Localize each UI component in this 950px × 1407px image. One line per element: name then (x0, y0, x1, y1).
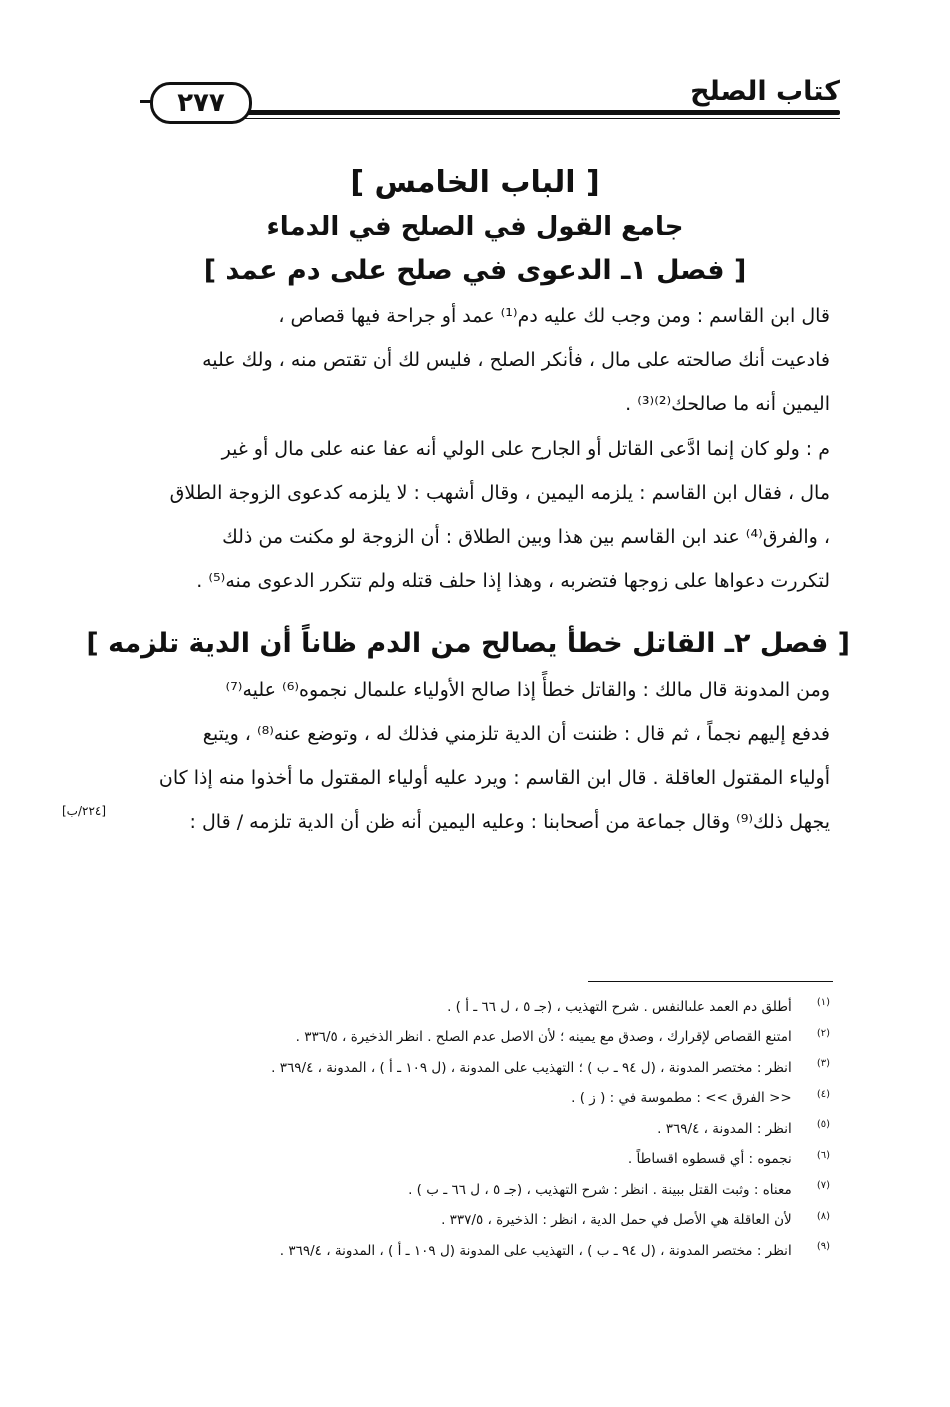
chapter-title: [ الباب الخامس ] (350, 165, 600, 200)
section-heading-2: [ فصل ٢ـ القاتل خطأ يصالح من الدم ظاناً أن الدية تلزمه ] (86, 628, 850, 659)
footnote (110, 1080, 830, 1111)
footnote (110, 1232, 830, 1263)
footnote-text: نجموه : أي قسطوه اقساطاً . (627, 1151, 792, 1167)
footnote (110, 1171, 830, 1202)
footnote-text: انظر : مختصر المدونة ، (ل ٩٤ ـ ب ) ؛ التهذيب على المدونة ، (ل ١٠٩ ـ أ ) ، المدونة ، ٣٦٩/٤ . (271, 1059, 792, 1076)
footnote-text: أطلق دم العمد علىالنفس . شرح التهذيب ، (جـ ٥ ، ل ٦٦ ـ أ ) . (447, 998, 792, 1015)
footnote-text: لأن العاقلة هي الأصل في حمل الدية ، انظر : الذخيرة ، ٣٣٧/٥ . (441, 1212, 792, 1228)
footnote (110, 1049, 830, 1080)
page-number-badge (150, 82, 252, 124)
footnote-text: انظر : المدونة ، ٣٦٩/٤ . (657, 1120, 792, 1137)
page-number: ٢٧٧ (177, 88, 225, 118)
footnote-number: (٣) (816, 1058, 830, 1069)
text-line: اليمين أنه ما صالحك⁽²⁾⁽³⁾ . (625, 393, 830, 415)
section-heading-1: [ فصل ١ـ الدعوى في صلح على دم عمد ] (203, 255, 747, 286)
manuscript-folio-reference: [٢٢٤/ب] (62, 804, 107, 818)
text-line: أولياء المقتول العاقلة . قال ابن القاسم : ويرد عليه أولياء المقتول ما أخذوا منه إذا كان (158, 767, 830, 789)
footnote-text: معناه : وثبت القتل ببينة . انظر : شرح التهذيب ، (جـ ٥ ، ل ٦٦ ـ ب ) . (408, 1181, 792, 1198)
footnote (110, 1019, 830, 1050)
footnote (110, 988, 830, 1019)
text-line: مال ، فقال ابن القاسم : يلزمه اليمين ، وقال أشهب : لا يلزمه كدعوى الزوجة الطلاق (169, 482, 830, 504)
footnote (110, 1202, 830, 1233)
header-rule (240, 110, 840, 115)
footnote-text: انظر : مختصر المدونة ، (ل ٩٤ ـ ب ) ، التهذيب على المدونة (ل ١٠٩ ـ أ ) ، المدونة ، ٣٦٩/٤ . (279, 1242, 792, 1259)
footnote-number: (٧) (816, 1180, 830, 1191)
running-title: كتاب الصلح (690, 76, 840, 107)
text-line: يجهل ذلك⁽⁹⁾ وقال جماعة من أصحابنا : وعليه اليمين أنه ظن أن الدية تلزمه / قال : (189, 811, 830, 833)
footnotes (110, 988, 830, 1263)
footnote-text: امتنع القصاص لإقرارك ، وصدق مع يمينه ؛ لأن الاصل عدم الصلح . انظر الذخيرة ، ٣٣٦/٥ . (295, 1029, 792, 1045)
footnote-number: (٤) (816, 1088, 830, 1100)
paragraph (118, 427, 830, 603)
text-line: قال ابن القاسم : ومن وجب لك عليه دم⁽¹⁾ عمد أو جراحة فيها قصاص ، (278, 305, 830, 327)
footnote-number: (٥) (816, 1119, 830, 1130)
header-rule-thin (240, 118, 840, 119)
running-header (140, 70, 840, 120)
footnote (110, 1141, 830, 1172)
paragraph (118, 294, 830, 426)
footnote-number: (٩) (816, 1241, 830, 1252)
text-line: م : ولو كان إنما ادَّعى القاتل أو الجارح على الولي أنه عفا عنه على مال أو غير (221, 438, 830, 460)
footnote-number: (٦) (816, 1149, 830, 1161)
footnote-text: << الفرق >> : مطموسة في : ( ز ) . (571, 1090, 792, 1106)
text-line: فادعيت أنك صالحته على مال ، فأنكر الصلح ، فليس لك أن تقتص منه ، ولك عليه (202, 349, 830, 371)
footnote (110, 1110, 830, 1141)
paragraph (118, 668, 830, 844)
text-line: لتكررت دعواها على زوجها فتضربه ، وهذا إذا حلف قتله ولم تتكرر الدعوى منه⁽⁵⁾ . (196, 570, 830, 592)
text-line: ومن المدونة قال مالك : والقاتل خطأً إذا صالح الأولياء علىمال نجموه⁽⁶⁾ عليه⁽⁷⁾ (225, 679, 830, 701)
text-line: فدفع إليهم نجماً ، ثم قال : ظننت أن الدية تلزمني فذلك له ، وتوضع عنه⁽⁸⁾ ، ويتبع (202, 723, 830, 745)
chapter-subtitle: جامع القول في الصلح في الدماء (266, 212, 684, 242)
footnote-number: (٢) (816, 1027, 830, 1039)
text-line: ، والفرق⁽⁴⁾ عند ابن القاسم بين هذا وبين الطلاق : أن الزوجة لو مكنت من ذلك (222, 526, 830, 548)
footnote-number: (١) (816, 997, 830, 1008)
footnote-number: (٨) (816, 1210, 830, 1222)
footnote-separator (588, 981, 833, 982)
